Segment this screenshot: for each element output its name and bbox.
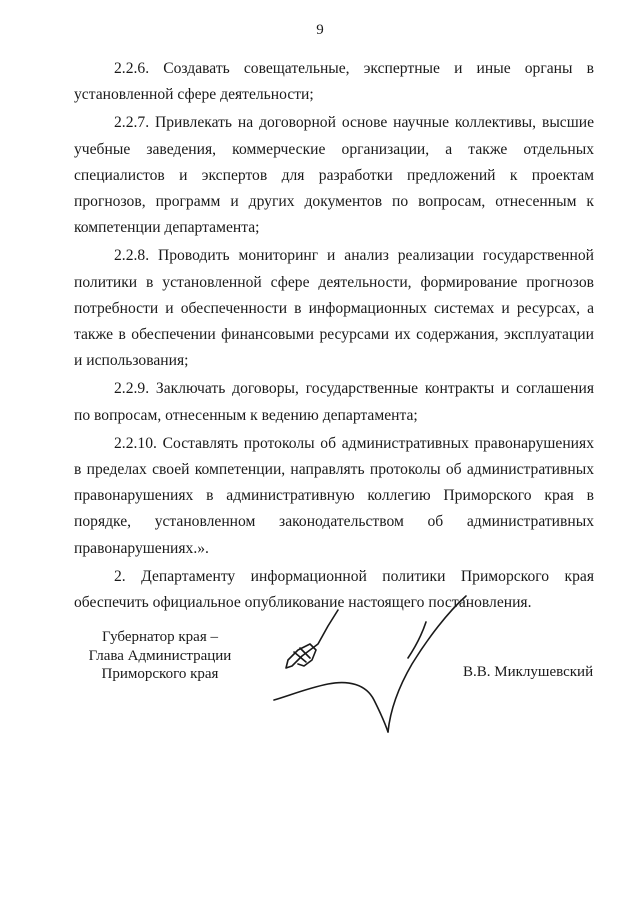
paragraph-2-2-6: 2.2.6. Создавать совещательные, экспертные и иные органы в установленной сфере деятельности; xyxy=(74,60,594,104)
paragraph-2-2-7: 2.2.7. Привлекать на договорной основе научные коллективы, высшие учебные заведения, коммерческие организации, а также отдельных специалистов и экспертов для разработки предложений к проектам прогнозов, программ и других документов по вопросам, отнесенным к компетенции департамента; xyxy=(74,114,594,237)
signer-title-line-2: Глава Администрации xyxy=(88,647,232,664)
paragraph-2-2-9: 2.2.9. Заключать договоры, государственные контракты и соглашения по вопросам, отнесенным к ведению департамента; xyxy=(74,380,594,424)
signer-title xyxy=(70,628,250,684)
paragraph-2: 2. Департаменту информационной политики Приморского края обеспечить официальное опубликование настоящего постановления. xyxy=(74,567,594,612)
signer-name: В.В. Миклушевский xyxy=(463,664,594,680)
paragraph-2-2-8: 2.2.8. Проводить мониторинг и анализ реализации государственной политики в установленной сфере деятельности, формирование прогнозов потребности и обеспеченности в информационных системах и ресурсах, а также в обеспечении финансовыми ресурсами их содержания, эксплуатации и использования; xyxy=(74,247,594,370)
signer-title-line-3: Приморского края xyxy=(101,666,219,682)
page-number: 9 xyxy=(316,22,324,38)
signature-block xyxy=(0,628,640,748)
signer-title-line-1: Губернатор края – xyxy=(102,629,218,645)
handwritten-signature xyxy=(258,592,478,742)
document-body xyxy=(74,56,594,618)
paragraph-2-2-10: 2.2.10. Составлять протоколы об административных правонарушениях в пределах своей компетенции, направлять протоколы об административных правонарушениях в административную коллегию Приморского края в порядке, установленном законодательством об административных правонарушениях.». xyxy=(74,434,594,557)
